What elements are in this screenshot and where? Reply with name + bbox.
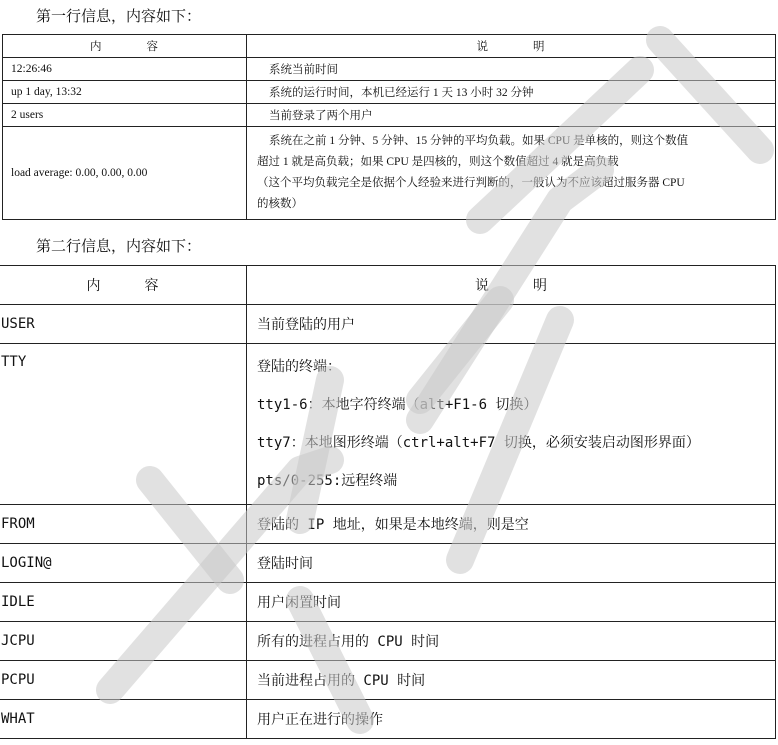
- row-description: 当前登陆的用户: [247, 305, 776, 344]
- load-info-table: [2, 34, 776, 220]
- row-key: IDLE: [0, 583, 247, 622]
- table-row: [0, 583, 776, 622]
- table-row: [3, 127, 776, 220]
- description-line: tty1-6：本地字符终端（alt+F1-6 切换）: [257, 397, 538, 413]
- row-key: LOGIN@: [0, 544, 247, 583]
- table-row: [0, 544, 776, 583]
- table-row: [3, 58, 776, 81]
- row-description: 当前进程占用的 CPU 时间: [247, 661, 776, 700]
- row-key: USER: [0, 305, 247, 344]
- row-key: TTY: [0, 344, 247, 505]
- row-key: up 1 day, 13:32: [3, 81, 247, 104]
- row-key: WHAT: [0, 700, 247, 739]
- table-row: [3, 81, 776, 104]
- row-key: PCPU: [0, 661, 247, 700]
- description-line: 的核数）: [257, 198, 303, 210]
- description-line: 系统在之前 1 分钟、5 分钟、15 分钟的平均负载。如果 CPU 是单核的，则这个数值: [269, 135, 689, 147]
- table-row: [0, 700, 776, 739]
- column-header-description: 说 明: [247, 35, 776, 58]
- description-line: （这个平均负载完全是依据个人经验来进行判断的，一般认为不应该超过服务器 CPU: [257, 177, 685, 189]
- row-description: [247, 344, 776, 505]
- row-description: 当前登录了两个用户: [247, 104, 776, 127]
- user-info-table: [0, 265, 776, 739]
- row-description: 系统当前时间: [247, 58, 776, 81]
- table-row: [3, 104, 776, 127]
- row-key: 2 users: [3, 104, 247, 127]
- column-header-description: 说 明: [247, 266, 776, 305]
- table-header-row: [0, 266, 776, 305]
- row-key: load average: 0.00, 0.00, 0.00: [3, 127, 247, 220]
- row-description: 登陆的 IP 地址，如果是本地终端，则是空: [247, 505, 776, 544]
- description-line: 登陆的终端：: [257, 359, 341, 375]
- table-row: [0, 505, 776, 544]
- column-header-content: 内 容: [3, 35, 247, 58]
- section1-heading: 第一行信息，内容如下：: [36, 7, 202, 25]
- table-header-row: [3, 35, 776, 58]
- row-key: 12:26:46: [3, 58, 247, 81]
- row-key: FROM: [0, 505, 247, 544]
- row-key: JCPU: [0, 622, 247, 661]
- description-line: pts/0-255:远程终端: [257, 473, 398, 489]
- row-description: 系统的运行时间，本机已经运行 1 天 13 小时 32 分钟: [247, 81, 776, 104]
- table-row: [0, 305, 776, 344]
- section2-heading: 第二行信息，内容如下：: [36, 237, 202, 255]
- row-description: 用户正在进行的操作: [247, 700, 776, 739]
- table-row: [0, 661, 776, 700]
- row-description: 所有的进程占用的 CPU 时间: [247, 622, 776, 661]
- row-description: 用户闲置时间: [247, 583, 776, 622]
- description-line: tty7：本地图形终端（ctrl+alt+F7 切换，必须安装启动图形界面）: [257, 435, 700, 451]
- table-row: [0, 344, 776, 505]
- description-line: 超过 1 就是高负载；如果 CPU 是四核的，则这个数值超过 4 就是高负载: [257, 156, 619, 168]
- row-description: [247, 127, 776, 220]
- table-row: [0, 622, 776, 661]
- row-description: 登陆时间: [247, 544, 776, 583]
- column-header-content: 内 容: [0, 266, 247, 305]
